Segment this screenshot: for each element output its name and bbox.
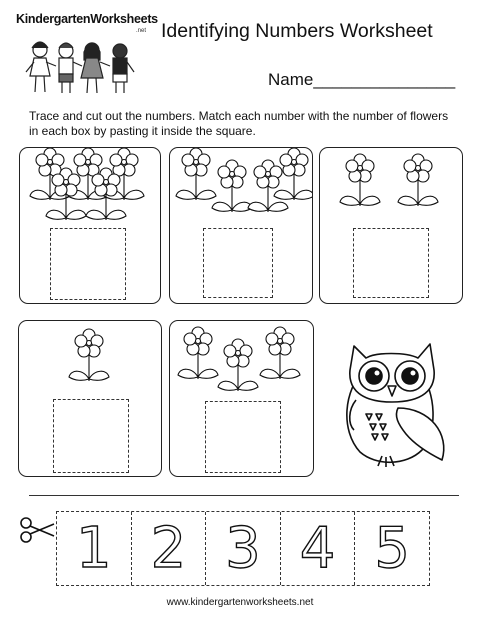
flower-group-icon [320,148,462,226]
site-logo [14,8,158,98]
cutout-card-1[interactable] [57,512,132,585]
answer-square[interactable] [50,228,126,300]
trace-number: 5 [374,516,410,581]
counting-box-5 [169,320,314,477]
counting-box-1 [19,147,161,304]
answer-square[interactable] [205,401,281,473]
flower-icon [212,160,252,212]
worksheet-title: Identifying Numbers Worksheet [161,20,433,42]
flower-group-icon [19,321,161,399]
cutout-number-strip [56,511,430,586]
scissors-icon [18,516,58,544]
flower-icon [340,154,380,206]
instructions-text: Trace and cut out the numbers. Match each number with the number of flowers in each box by pasting it inside the square. [29,109,449,138]
answer-square[interactable] [203,228,273,298]
trace-number: 1 [75,516,112,581]
answer-square[interactable] [53,399,129,473]
flower-icon [69,329,109,381]
counting-box-4 [18,320,162,477]
trace-number: 2 [150,516,187,581]
flower-icon [178,327,218,379]
flower-icon [260,327,300,379]
counting-box-2 [169,147,313,304]
flower-icon [398,154,438,206]
cutout-card-5[interactable] [355,512,429,585]
section-divider [29,495,459,496]
flower-icon [218,339,258,391]
cutout-card-4[interactable] [281,512,356,585]
owl-illustration-icon [326,330,454,470]
name-field: Name_______________ [268,70,456,89]
trace-number: 3 [225,516,261,581]
flower-group-icon [20,148,160,226]
logo-suffix: .net [135,28,146,34]
flower-icon [248,160,288,212]
trace-number: 4 [299,516,336,581]
cutout-card-2[interactable] [132,512,207,585]
answer-square[interactable] [353,228,429,298]
logo-text: KindergartenWorksheets [16,12,158,26]
counting-box-3 [319,147,463,304]
footer-url[interactable]: www.kindergartenworksheets.net [166,597,314,608]
flower-icon [176,148,216,200]
kids-illustration-icon [20,38,144,96]
cutout-card-3[interactable] [206,512,281,585]
flower-group-icon [170,148,312,226]
flower-group-icon [170,321,313,399]
